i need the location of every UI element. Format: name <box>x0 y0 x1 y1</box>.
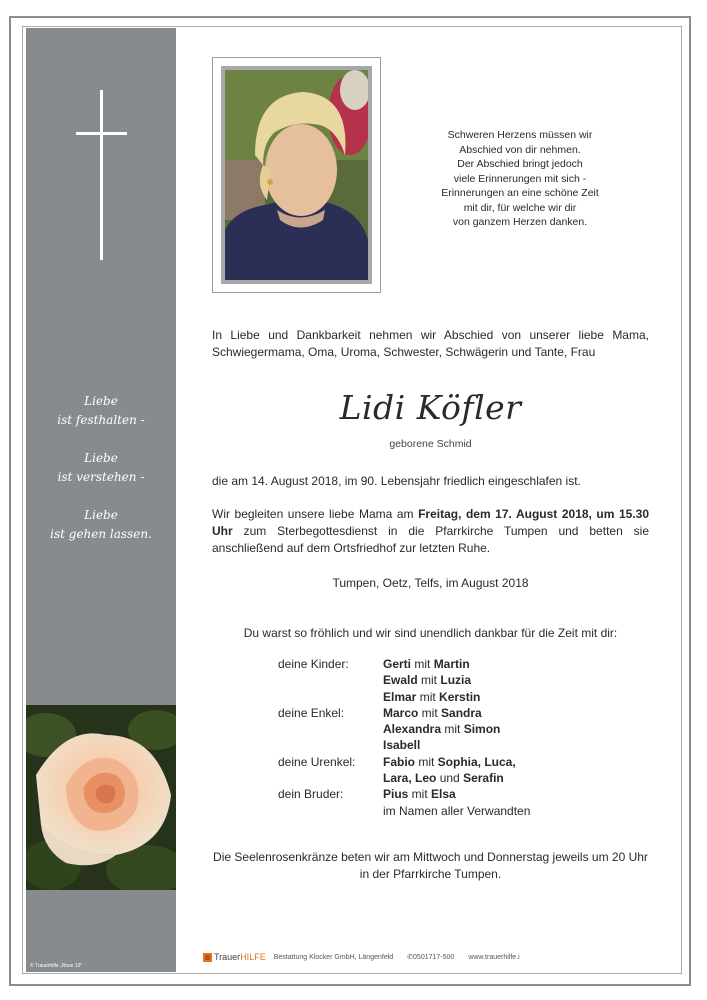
family-names: Fabio mit Sophia, Luca, <box>383 754 516 769</box>
funeral-date: Freitag, dem 17. August 2018, um 15.30 Uhr <box>212 507 650 538</box>
family-role <box>278 770 383 786</box>
family-role: dein Bruder: <box>278 787 344 802</box>
portrait-frame <box>212 57 381 293</box>
footer-web: www.trauerhilfe.i <box>468 953 520 961</box>
family-row <box>278 689 648 705</box>
family-role <box>278 737 383 753</box>
family-names: Marco mit Sandra <box>383 705 482 720</box>
family-names: Pius mit Elsa <box>383 787 456 802</box>
cross-icon-bar <box>76 132 127 135</box>
family-role: deine Enkel: <box>278 705 345 720</box>
family-role <box>278 672 383 688</box>
family-row <box>278 672 648 688</box>
funeral-text: Wir begleiten unsere liebe Mama am Freitag, dem 17. August 2018, um 15.30 Uhr zum Sterbegottesdienst in die Pfarrkirche Tumpen und betten sie anschließend auf dem Ortsfriedhof zur letzten Ruhe. <box>212 507 650 555</box>
verse <box>26 392 176 563</box>
family-names: im Namen aller Verwandten <box>383 803 531 818</box>
intro-text: In Liebe und Dankbarkeit nehmen wir Abschied von unserer liebe Mama, Schwiegermama, Oma, Uroma, Schwester, Schwägerin und Tante, Frau <box>212 328 649 359</box>
rose-image <box>26 705 176 890</box>
trauerhilfe-logo-icon <box>203 953 212 962</box>
family-row <box>278 754 648 770</box>
thanks-line: Du warst so fröhlich und wir sind unendlich dankbar für die Zeit mit dir: <box>243 626 618 640</box>
family-names: Elmar mit Kerstin <box>383 689 481 704</box>
deceased-name: Lidi Köfler <box>339 388 522 427</box>
family-names: Lara, Leo und Serafin <box>383 771 504 786</box>
footer-company: Bestattung Klocker GmbH, Längenfeld <box>273 953 394 961</box>
family-row <box>278 737 648 753</box>
family-names: Alexandra mit Simon <box>383 722 501 737</box>
family-names: Isabell <box>383 738 421 753</box>
family-row <box>278 803 648 819</box>
family-names: Ewald mit Luzia <box>383 673 472 688</box>
family-role <box>278 689 383 705</box>
family-row <box>278 721 648 737</box>
portrait-photo <box>225 70 368 280</box>
family-role: deine Kinder: <box>278 657 349 671</box>
family-role: deine Urenkel: <box>278 754 356 769</box>
born-name: geborene Schmid <box>389 438 472 450</box>
copyright: © Trauerhilfe „Rose 10" <box>30 963 83 969</box>
family-role <box>278 803 383 819</box>
verse-stanza: Liebe ist verstehen - <box>57 451 145 484</box>
verse-stanza: Liebe ist gehen lassen. <box>50 508 152 541</box>
death-line: die am 14. August 2018, im 90. Lebensjahr friedlich eingeschlafen ist. <box>212 474 581 488</box>
family-row <box>278 656 648 672</box>
intro-poem: Schweren Herzens müssen wir Abschied von dir nehmen. Der Abschied bringt jedoch viele Erinnerungen mit sich - Erinnerungen an eine schöne Zeit mit dir, für welche wir dir von ganzem Herzen danken. <box>441 129 599 228</box>
family-list <box>278 656 648 819</box>
family-row <box>278 705 648 721</box>
family-role <box>278 721 383 737</box>
cross-icon <box>100 90 103 260</box>
place-date: Tumpen, Oetz, Telfs, im August 2018 <box>332 576 529 590</box>
family-row <box>278 786 648 802</box>
family-names: Gerti mit Martin <box>383 657 470 671</box>
rosary-text: Die Seelenrosenkränze beten wir am Mittwoch und Donnerstag jeweils um 20 Uhr in der Pfarrkirche Tumpen. <box>213 850 648 881</box>
footer: Trauer HILFE Bestattung Klocker GmbH, Längenfeld ✆0501717-500 www.trauerhilfe.i <box>203 950 520 964</box>
footer-phone: ✆0501717-500 <box>407 954 455 961</box>
verse-stanza: Liebe ist festhalten - <box>57 394 145 427</box>
family-row <box>278 770 648 786</box>
